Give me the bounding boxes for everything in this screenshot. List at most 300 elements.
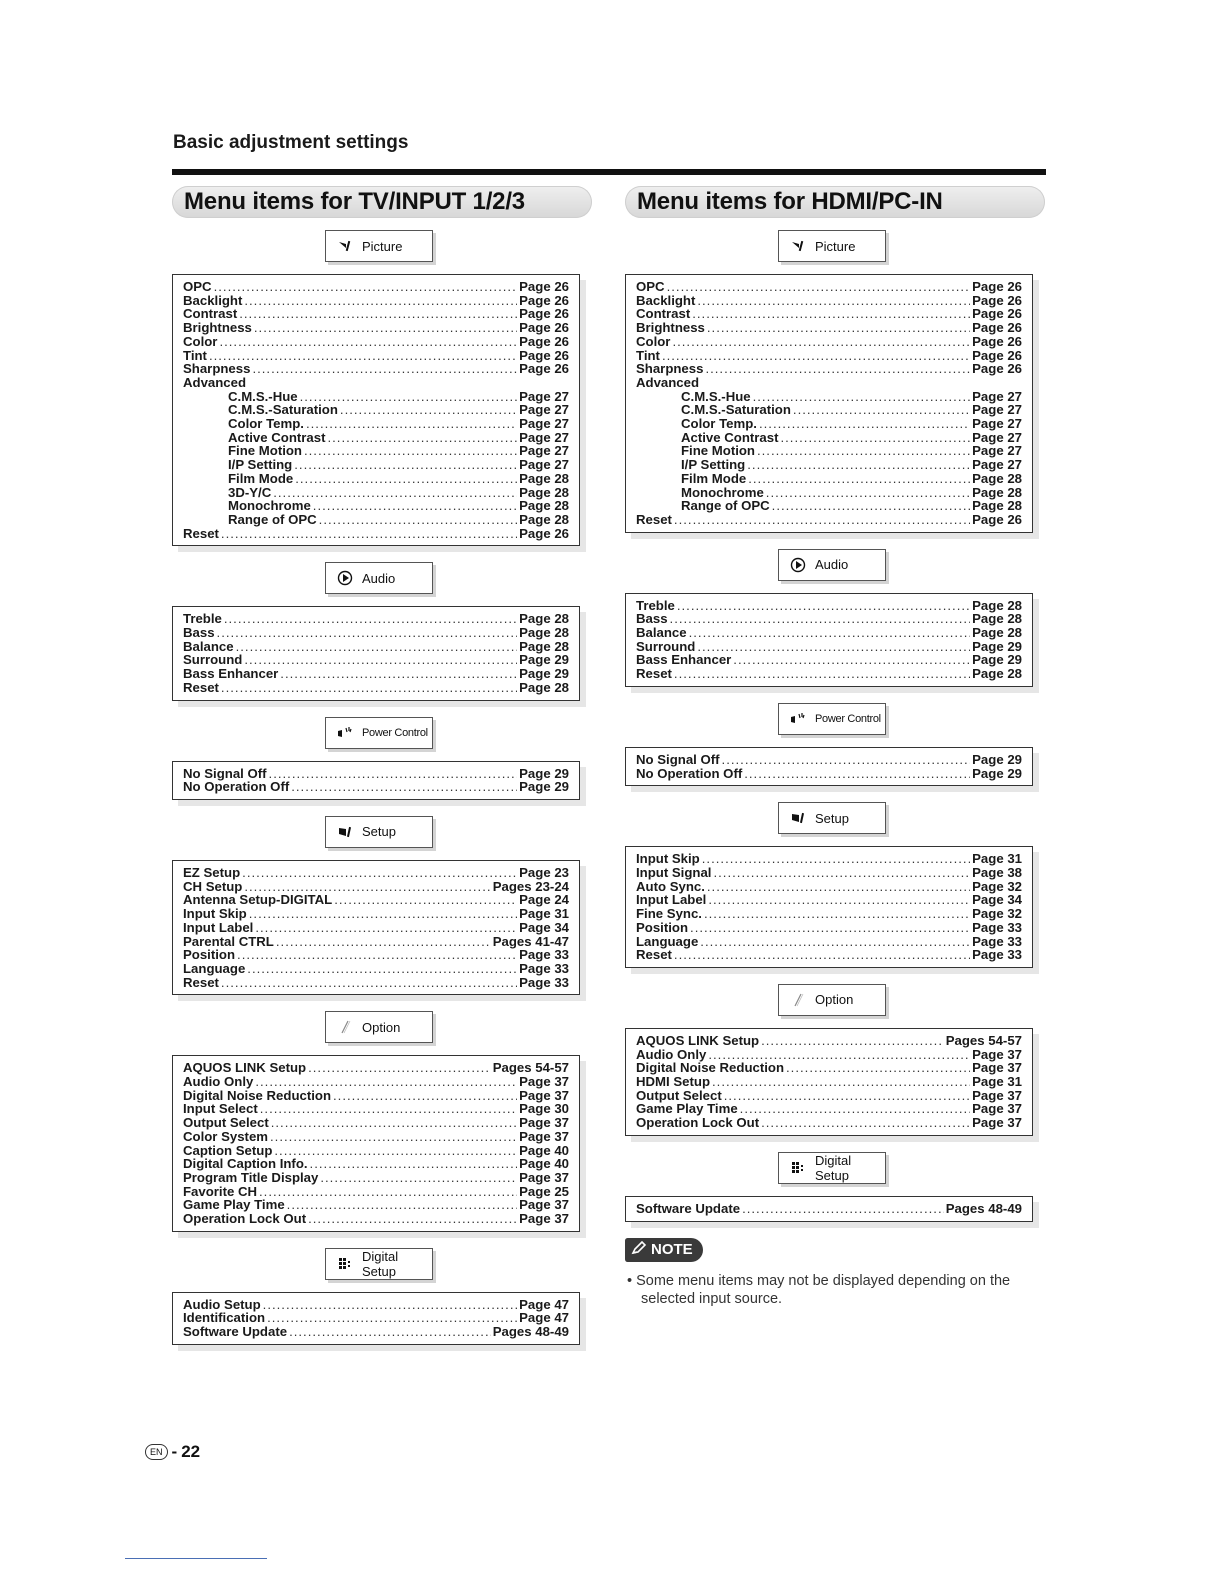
dot-leader xyxy=(697,294,970,308)
hdmi-pc-picture-menu xyxy=(625,230,1045,533)
menu-item-row xyxy=(183,417,569,431)
dot-leader xyxy=(306,417,517,431)
menu-item-name: Color Temp. xyxy=(228,416,304,432)
menu-item-name: HDMI Setup xyxy=(636,1074,710,1090)
menu-item-page: Page 27 xyxy=(519,429,569,445)
menu-item-page: Page 25 xyxy=(519,1183,569,1199)
menu-item-page: Pages 41-47 xyxy=(492,933,569,949)
menu-item-page: Page 28 xyxy=(972,597,1022,613)
menu-item-row xyxy=(183,767,569,781)
menu-item-page: Page 38 xyxy=(972,864,1022,880)
menu-item-page: Page 28 xyxy=(519,611,569,627)
hdmi-pc-digital-tab xyxy=(778,1152,886,1184)
hdmi-pc-menus xyxy=(625,230,1045,1222)
menu-item-name: Film Mode xyxy=(681,470,747,486)
hdmi-pc-picture-tab-label: Picture xyxy=(815,238,856,254)
title-rule xyxy=(172,169,1046,175)
hdmi-pc-digital-tab-label: Digital Setup xyxy=(815,1152,852,1183)
dot-leader xyxy=(221,681,517,695)
dot-leader xyxy=(740,1102,970,1116)
menu-item-name: Identification xyxy=(183,1310,266,1326)
menu-item-name: Surround xyxy=(183,652,243,668)
menu-item-row xyxy=(183,376,569,390)
menu-item-name: Position xyxy=(183,947,236,963)
hdmi-pc-setup-tab-label: Setup xyxy=(815,810,849,826)
dot-leader xyxy=(793,403,970,417)
menu-item-page: Page 29 xyxy=(972,652,1022,668)
menu-item-name: Monochrome xyxy=(228,498,311,514)
menu-item-page: Page 33 xyxy=(519,974,569,990)
menu-item-row xyxy=(183,1075,569,1089)
menu-item-page: Page 40 xyxy=(519,1142,569,1158)
note-text: • Some menu items may not be displayed depending on the selected input source. xyxy=(627,1272,1011,1307)
dot-leader xyxy=(713,866,970,880)
dot-leader xyxy=(308,1212,517,1226)
dot-leader xyxy=(287,1198,517,1212)
menu-item-name: I/P Setting xyxy=(681,457,746,473)
dot-leader xyxy=(327,431,517,445)
menu-item-name: Range of OPC xyxy=(681,498,770,514)
menu-item-row xyxy=(183,499,569,513)
menu-item-page: Page 24 xyxy=(519,892,569,908)
menu-item-name: No Signal Off xyxy=(183,765,267,781)
digital-setup-icon xyxy=(789,1159,807,1177)
menu-item-name: Audio Only xyxy=(183,1074,254,1090)
dot-leader xyxy=(759,417,970,431)
menu-item-row xyxy=(183,893,569,907)
dot-leader xyxy=(712,1075,970,1089)
tv-input-setup-tab xyxy=(325,816,433,848)
menu-item-row xyxy=(636,307,1022,321)
menu-item-name: Reset xyxy=(183,679,219,695)
tv-input-power-tab xyxy=(325,717,433,749)
menu-item-row xyxy=(183,667,569,681)
menu-item-page: Page 26 xyxy=(972,511,1022,527)
menu-item-row xyxy=(636,444,1022,458)
menu-item-name: Film Mode xyxy=(228,470,294,486)
option-icon xyxy=(336,1018,354,1036)
dot-leader xyxy=(255,921,517,935)
hdmi-pc-audio-tab xyxy=(778,549,886,581)
menu-item-name: Audio Setup xyxy=(183,1296,261,1312)
menu-item-name: Caption Setup xyxy=(183,1142,273,1158)
menu-item-page: Page 29 xyxy=(519,765,569,781)
menu-item-row xyxy=(183,1311,569,1325)
menu-item-page: Page 33 xyxy=(972,933,1022,949)
menu-item-name: Backlight xyxy=(183,292,243,308)
dot-leader xyxy=(249,907,517,921)
menu-item-page: Page 26 xyxy=(972,361,1022,377)
menu-item-name: No Signal Off xyxy=(636,751,720,767)
page-number xyxy=(145,1442,200,1462)
menu-item-name: No Operation Off xyxy=(636,765,743,781)
menu-item-name: Contrast xyxy=(636,306,691,322)
hdmi-pc-power-tab-label: Power Control xyxy=(815,712,881,725)
dot-leader xyxy=(244,653,517,667)
menu-item-page: Page 40 xyxy=(519,1156,569,1172)
dot-leader xyxy=(670,612,971,626)
menu-item-row xyxy=(183,1171,569,1185)
hdmi-pc-audio-items xyxy=(625,593,1033,687)
dot-leader xyxy=(766,486,970,500)
menu-item-page: Page 23 xyxy=(519,864,569,880)
menu-item-row xyxy=(183,513,569,527)
menu-item-row xyxy=(636,1116,1022,1130)
hdmi-pc-column xyxy=(625,186,1045,1308)
menu-item-row xyxy=(183,1102,569,1116)
tv-input-option-menu xyxy=(172,1011,592,1231)
menu-item-name: Bass xyxy=(183,625,215,641)
dot-leader xyxy=(662,349,970,363)
dot-leader xyxy=(219,335,517,349)
note-text-content: Some menu items may not be displayed depending on the selected input source. xyxy=(636,1272,1011,1307)
menu-item-row xyxy=(636,880,1022,894)
tv-input-picture-menu xyxy=(172,230,592,546)
audio-icon xyxy=(789,556,807,574)
menu-item-name: Color xyxy=(636,333,671,349)
menu-item-page: Page 28 xyxy=(519,511,569,527)
dot-leader xyxy=(271,1116,517,1130)
menu-item-name: Input Label xyxy=(636,892,707,908)
menu-item-name: Advanced xyxy=(183,374,247,390)
dot-leader xyxy=(707,880,970,894)
dot-leader xyxy=(692,307,970,321)
menu-item-name: Reset xyxy=(183,525,219,541)
menu-item-row xyxy=(636,362,1022,376)
menu-item-row xyxy=(183,1116,569,1130)
menu-item-page: Page 29 xyxy=(519,652,569,668)
dot-leader xyxy=(291,780,517,794)
setup-icon xyxy=(789,809,807,827)
menu-item-row xyxy=(183,907,569,921)
tv-input-power-menu xyxy=(172,717,592,800)
menu-item-name: C.M.S.-Hue xyxy=(228,388,298,404)
menu-item-row xyxy=(183,444,569,458)
menu-item-page: Page 28 xyxy=(519,470,569,486)
menu-item-name: EZ Setup xyxy=(183,864,241,880)
menu-item-page: Page 37 xyxy=(519,1128,569,1144)
menu-item-row xyxy=(183,1325,569,1339)
tv-input-audio-tab-label: Audio xyxy=(362,570,396,586)
menu-item-page: Page 32 xyxy=(972,878,1022,894)
menu-item-row xyxy=(183,1298,569,1312)
dot-leader xyxy=(674,513,970,527)
dot-leader xyxy=(300,390,518,404)
menu-item-row xyxy=(183,349,569,363)
dot-leader xyxy=(672,335,970,349)
menu-item-name: 3D-Y/C xyxy=(228,484,272,500)
menu-item-page: Page 28 xyxy=(519,498,569,514)
dot-leader xyxy=(244,880,490,894)
menu-item-row xyxy=(183,390,569,404)
hdmi-pc-option-items xyxy=(625,1028,1033,1136)
menu-item-name: Tint xyxy=(636,347,660,363)
menu-item-row xyxy=(636,935,1022,949)
menu-item-name: Color System xyxy=(183,1128,269,1144)
menu-item-name: Operation Lock Out xyxy=(183,1211,307,1227)
tv-input-setup-menu xyxy=(172,816,592,995)
section-title: Basic adjustment settings xyxy=(173,132,409,153)
audio-icon xyxy=(336,569,354,587)
hdmi-pc-audio-tab-label: Audio xyxy=(815,557,849,573)
menu-item-row xyxy=(183,1130,569,1144)
dot-leader xyxy=(700,935,970,949)
menu-item-name: No Operation Off xyxy=(183,779,290,795)
dot-leader xyxy=(217,626,518,640)
menu-item-page: Pages 48-49 xyxy=(492,1324,569,1340)
menu-item-row xyxy=(636,499,1022,513)
dot-leader xyxy=(748,472,970,486)
menu-item-page: Page 26 xyxy=(519,320,569,336)
dot-leader xyxy=(677,599,970,613)
dot-leader xyxy=(702,852,970,866)
dot-leader xyxy=(333,1089,517,1103)
dot-leader xyxy=(269,767,518,781)
dot-leader xyxy=(276,935,491,949)
dot-leader xyxy=(780,431,970,445)
menu-item-name: Brightness xyxy=(183,320,252,336)
picture-icon xyxy=(336,237,354,255)
menu-item-name: Active Contrast xyxy=(228,429,326,445)
menu-item-page: Page 27 xyxy=(972,429,1022,445)
menu-item-page: Page 37 xyxy=(972,1087,1022,1103)
menu-item-page: Page 27 xyxy=(519,443,569,459)
menu-item-name: Audio Only xyxy=(636,1046,707,1062)
menu-item-page: Page 33 xyxy=(519,947,569,963)
menu-item-page: Page 47 xyxy=(519,1310,569,1326)
menu-item-name: Game Play Time xyxy=(183,1197,285,1213)
dot-leader xyxy=(334,893,517,907)
menu-item-row xyxy=(183,431,569,445)
menu-item-page: Page 26 xyxy=(972,306,1022,322)
dot-leader xyxy=(236,640,518,654)
dot-leader xyxy=(757,444,970,458)
menu-item-page: Page 37 xyxy=(519,1074,569,1090)
menu-item-page: Page 26 xyxy=(972,320,1022,336)
menu-item-row xyxy=(183,612,569,626)
menu-item-page: Page 27 xyxy=(972,416,1022,432)
menu-item-row xyxy=(636,431,1022,445)
menu-item-page: Page 37 xyxy=(519,1115,569,1131)
menu-item-name: Reset xyxy=(183,974,219,990)
menu-item-row xyxy=(183,280,569,294)
dot-leader xyxy=(722,753,971,767)
menu-item-row xyxy=(183,976,569,990)
menu-item-page: Page 37 xyxy=(972,1046,1022,1062)
menu-item-name: Monochrome xyxy=(681,484,764,500)
tv-input-audio-tab xyxy=(325,562,433,594)
hdmi-pc-option-menu xyxy=(625,984,1045,1136)
menu-item-page: Page 26 xyxy=(519,292,569,308)
dot-leader xyxy=(255,1075,517,1089)
dot-leader xyxy=(289,1325,491,1339)
menu-item-name: Favorite CH xyxy=(183,1183,258,1199)
menu-item-row xyxy=(183,935,569,949)
footer-line xyxy=(125,1558,267,1559)
tv-input-option-tab xyxy=(325,1011,433,1043)
menu-item-row xyxy=(636,486,1022,500)
dot-leader xyxy=(239,307,517,321)
menu-item-page: Page 26 xyxy=(972,347,1022,363)
menu-item-page: Page 37 xyxy=(519,1169,569,1185)
menu-item-row xyxy=(183,1144,569,1158)
tv-input-power-items xyxy=(172,761,580,800)
dot-leader xyxy=(304,444,517,458)
tv-input-audio-menu xyxy=(172,562,592,700)
dot-leader xyxy=(697,640,970,654)
dot-leader xyxy=(247,962,517,976)
menu-item-name: Language xyxy=(636,933,699,949)
menu-item-row xyxy=(183,640,569,654)
menu-item-name: Tint xyxy=(183,347,207,363)
menu-item-page: Page 28 xyxy=(519,679,569,695)
menu-item-page: Page 26 xyxy=(519,525,569,541)
hdmi-pc-power-menu xyxy=(625,703,1045,786)
menu-item-name: Sharpness xyxy=(636,361,704,377)
digital-setup-icon xyxy=(336,1255,354,1273)
menu-item-row xyxy=(183,866,569,880)
tv-input-digital-items xyxy=(172,1292,580,1345)
menu-item-row xyxy=(636,667,1022,681)
menu-item-page: Page 34 xyxy=(972,892,1022,908)
menu-item-name: I/P Setting xyxy=(228,457,293,473)
menu-item-name: Fine Motion xyxy=(681,443,755,459)
menu-item-name: Input Skip xyxy=(183,906,247,922)
menu-item-row xyxy=(183,1185,569,1199)
dot-leader xyxy=(267,1311,517,1325)
menu-item-page: Page 26 xyxy=(519,361,569,377)
menu-item-row xyxy=(636,653,1022,667)
dot-leader xyxy=(747,458,970,472)
menu-item-row xyxy=(636,321,1022,335)
menu-item-page: Page 31 xyxy=(972,851,1022,867)
menu-item-name: Sharpness xyxy=(183,361,251,377)
dot-leader xyxy=(707,321,970,335)
menu-item-name: OPC xyxy=(183,279,212,294)
menu-item-page: Page 33 xyxy=(519,960,569,976)
menu-item-row xyxy=(636,349,1022,363)
hdmi-pc-picture-tab xyxy=(778,230,886,262)
menu-item-page: Page 30 xyxy=(519,1101,569,1117)
dot-leader xyxy=(237,948,517,962)
menu-item-page: Page 27 xyxy=(972,457,1022,473)
dot-leader xyxy=(744,767,970,781)
dot-leader xyxy=(786,1061,970,1075)
hdmi-pc-setup-tab xyxy=(778,802,886,834)
menu-item-name: Active Contrast xyxy=(681,429,779,445)
menu-item-row xyxy=(183,1198,569,1212)
menu-item-row xyxy=(636,1075,1022,1089)
dot-leader xyxy=(252,362,517,376)
menu-item-row xyxy=(183,335,569,349)
menu-item-row xyxy=(636,921,1022,935)
menu-item-page: Pages 23-24 xyxy=(492,878,569,894)
menu-item-name: Treble xyxy=(636,597,675,613)
hdmi-pc-option-tab xyxy=(778,984,886,1016)
menu-item-row xyxy=(636,403,1022,417)
tv-input-option-tab-label: Option xyxy=(362,1019,401,1035)
menu-item-page: Page 34 xyxy=(519,919,569,935)
menu-item-row xyxy=(636,893,1022,907)
menu-item-name: Reset xyxy=(636,947,672,963)
menu-item-row xyxy=(183,486,569,500)
note-badge xyxy=(625,1238,703,1262)
tv-input-digital-tab xyxy=(325,1248,433,1280)
hdmi-pc-setup-items xyxy=(625,846,1033,968)
page-number-value: 22 xyxy=(181,1442,201,1461)
dot-leader xyxy=(221,976,517,990)
menu-item-page: Page 27 xyxy=(972,388,1022,404)
menu-item-name: CH Setup xyxy=(183,878,243,894)
dot-leader xyxy=(761,1034,944,1048)
dot-leader xyxy=(310,1157,518,1171)
menu-item-row xyxy=(636,417,1022,431)
menu-item-page: Page 33 xyxy=(972,919,1022,935)
menu-item-row xyxy=(183,307,569,321)
menu-item-row xyxy=(636,1061,1022,1075)
menu-item-page: Page 28 xyxy=(972,498,1022,514)
dot-leader xyxy=(320,1171,517,1185)
menu-item-name: Backlight xyxy=(636,292,696,308)
hdmi-pc-audio-menu xyxy=(625,549,1045,687)
menu-item-row xyxy=(183,527,569,541)
dot-leader xyxy=(724,1089,970,1103)
menu-item-name: OPC xyxy=(636,279,665,294)
menu-item-name: C.M.S.-Hue xyxy=(681,388,751,404)
menu-item-name: Language xyxy=(183,960,246,976)
menu-item-row xyxy=(636,866,1022,880)
menu-item-page: Page 33 xyxy=(972,947,1022,963)
menu-item-name: Auto Sync. xyxy=(636,878,705,894)
tv-input-option-items xyxy=(172,1055,580,1231)
menu-item-name: Reset xyxy=(636,511,672,527)
hdmi-pc-power-items xyxy=(625,747,1033,786)
menu-item-row xyxy=(183,472,569,486)
dot-leader xyxy=(242,866,517,880)
menu-item-name: C.M.S.-Saturation xyxy=(681,402,791,418)
menu-item-row xyxy=(636,907,1022,921)
menu-item-name: Balance xyxy=(183,638,234,654)
menu-item-name: Surround xyxy=(636,638,696,654)
hdmi-pc-setup-menu xyxy=(625,802,1045,968)
menu-item-name: Operation Lock Out xyxy=(636,1115,760,1131)
menu-item-row xyxy=(636,767,1022,781)
dot-leader xyxy=(705,362,970,376)
menu-item-name: Software Update xyxy=(636,1200,741,1216)
menu-item-row xyxy=(636,458,1022,472)
menu-item-name: Input Select xyxy=(183,1101,258,1117)
menu-item-name: C.M.S.-Saturation xyxy=(228,402,338,418)
menu-item-name: Position xyxy=(636,919,689,935)
dot-leader xyxy=(742,1202,944,1216)
menu-item-name: Balance xyxy=(636,625,687,641)
menu-item-row xyxy=(636,1048,1022,1062)
menu-item-row xyxy=(636,640,1022,654)
tv-input-setup-tab-label: Setup xyxy=(362,824,396,840)
menu-item-name: Color Temp. xyxy=(681,416,757,432)
menu-item-name: Game Play Time xyxy=(636,1101,738,1117)
dot-leader xyxy=(690,921,970,935)
menu-item-page: Page 28 xyxy=(972,625,1022,641)
menu-item-page: Page 27 xyxy=(519,457,569,473)
menu-item-page: Page 37 xyxy=(972,1115,1022,1131)
menu-item-page: Page 37 xyxy=(972,1060,1022,1076)
note-badge-label: NOTE xyxy=(651,1241,693,1259)
menu-item-name: Antenna Setup-DIGITAL xyxy=(183,892,333,908)
menu-item-page: Page 26 xyxy=(972,279,1022,294)
menu-item-page: Page 26 xyxy=(519,347,569,363)
tv-input-menus xyxy=(172,230,592,1345)
